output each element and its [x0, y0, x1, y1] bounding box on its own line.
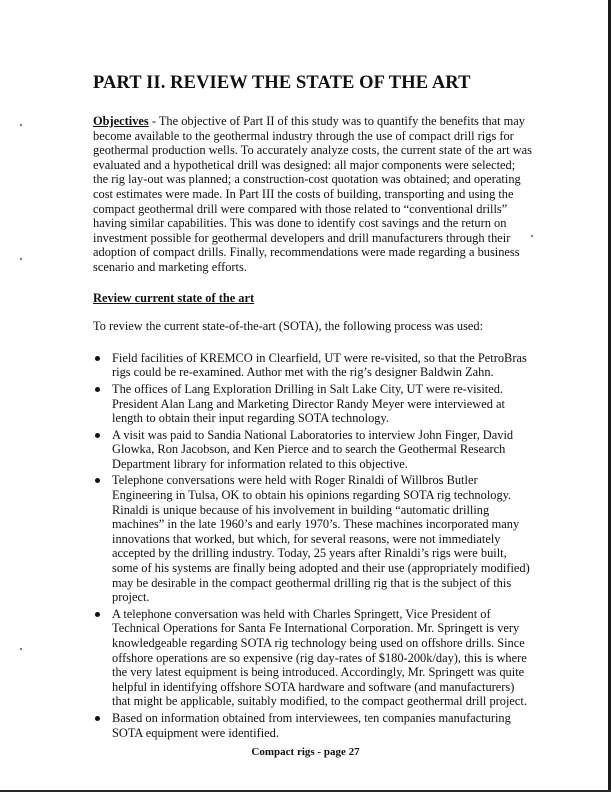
list-item-text: The offices of Lang Exploration Drilling in Salt Lake City, UT were re-visited. President Alan Lang and Marketing Director Randy Meyer were interviewed at length to obtain their input regarding SOTA technology. — [112, 381, 505, 426]
list-item-text: Telephone conversations were held with Roger Rinaldi of Willbros Butler Engineering in Tulsa, OK to obtain his opinions regarding SOTA rig technology. Rinaldi is unique because of his involvement in building “automatic drilling machines” in the late 1960’s and early 1970’s. These machines incorporated many innovations that worked, but which, for several reasons, were not immediately accepted by the drilling industry. Today, 25 years after Rinaldi’s rigs were built, some of his systems are finally being adopted and their use (appropriately modified) may be desirable in the compact geothermal drilling rig that is the subject of this project. — [112, 473, 530, 605]
document-body — [93, 72, 533, 742]
bullet-icon — [95, 716, 100, 721]
list-item-text: Field facilities of KREMCO in Clearfield, UT were re-visited, so that the PetroBras rigs could be re-examined. Author met with the rig’s designer Baldwin Zahn. — [112, 350, 527, 380]
list-item — [93, 382, 533, 426]
page-title: PART II. REVIEW THE STATE OF THE ART — [93, 73, 471, 93]
scan-speck — [20, 258, 22, 260]
list-item-text: A telephone conversation was held with Charles Springett, Vice President of Technical Operations for Santa Fe International Corporation. Mr. Springett is very knowledgeable regarding SOTA rig technology being used on offshore drills. Since offshore operations are so expensive (rig day-rates of $180-200k/day), this is where the very latest equipment is being introduced. Accordingly, Mr. Springett was quite helpful in identifying offshore SOTA hardware and software (and manufacturers) that might be applicable, suitably modified, to the compact geothermal drill project. — [112, 606, 527, 709]
list-item — [93, 428, 533, 472]
objectives-paragraph — [93, 114, 533, 275]
objectives-text: - The objective of Part II of this study was to quantify the benefits that may become available to the geothermal industry through the use of compact drill rigs for geothermal production wells. To accurately analyze costs, the current state of the art was evaluated and a hypothetical drill was designed: all major components were selected; the rig lay-out was planned; a construction-cost quotation was obtained; and operating cost estimates were made. In Part III the costs of building, transporting and using the compact geothermal drill were compared with those related to “conventional drills” having similar capabilities. This was done to identify cost savings and the return on investment possible for geothermal developers and drill manufacturers through their adoption of compact drills. Finally, recommendations were made regarding a business scenario and marketing efforts. — [93, 114, 532, 274]
section-heading: Review current state of the art — [93, 290, 255, 305]
list-item — [93, 351, 533, 380]
list-item — [93, 473, 533, 604]
bullet-icon — [95, 356, 100, 361]
process-list — [93, 351, 533, 740]
scan-speck — [20, 648, 22, 650]
list-item-text: A visit was paid to Sandia National Laboratories to interview John Finger, David Glowka, Ron Jacobson, and Ken Pierce and to search the Geothermal Research Department library for information related to this objective. — [112, 427, 514, 471]
list-item — [93, 607, 533, 709]
page-footer: Compact rigs - page 27 — [251, 746, 360, 758]
scan-speck — [20, 124, 22, 126]
list-item-text: Based on information obtained from interviewees, ten companies manufacturing SOTA equipment were identified. — [112, 710, 511, 740]
bullet-icon — [95, 612, 100, 617]
bullet-icon — [95, 433, 100, 438]
objectives-label: Objectives — [93, 114, 149, 128]
list-item — [93, 711, 533, 740]
bullet-icon — [95, 387, 100, 392]
section-intro: To review the current state-of-the-art (SOTA), the following process was used: — [93, 319, 484, 334]
bullet-icon — [95, 478, 100, 483]
